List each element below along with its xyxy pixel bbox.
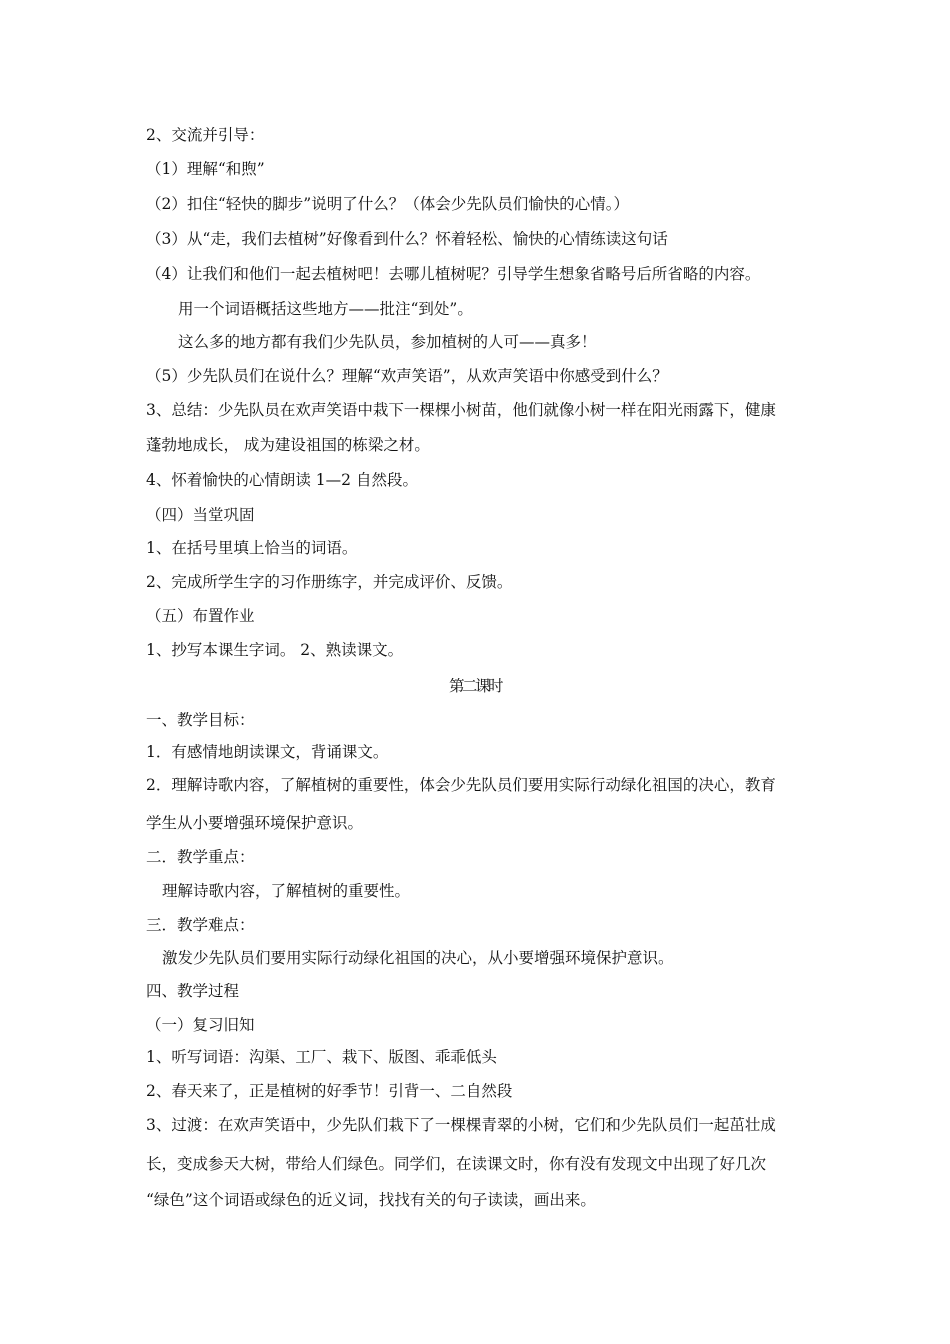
lesson-title: 第二课时 bbox=[448, 677, 501, 695]
text-line: （1）理解“和煦” bbox=[146, 160, 265, 178]
text-line: “绿色”这个词语或绿色的近义词，找找有关的句子读读，画出来。 bbox=[146, 1191, 596, 1209]
text-line: 3、总结：少先队员在欢声笑语中栽下一棵棵小树苗，他们就像小树一样在阳光雨露下，健康 bbox=[146, 401, 776, 419]
text-line: 激发少先队员们要用实际行动绿化祖国的决心，从小要增强环境保护意识。 bbox=[162, 949, 674, 967]
section-heading: 一、教学目标： bbox=[146, 711, 255, 729]
section-heading: （一）复习旧知 bbox=[146, 1016, 255, 1034]
text-line: 理解诗歌内容，了解植树的重要性。 bbox=[162, 882, 411, 900]
text-line: 2、完成所学生字的习作册练字，并完成评价、反馈。 bbox=[146, 573, 513, 591]
text-line: 3、过渡：在欢声笑语中，少先队们栽下了一棵棵青翠的小树，它们和少先队员们一起茁壮成 bbox=[146, 1116, 776, 1134]
text-line: 蓬勃地成长， 成为建设祖国的栋梁之材。 bbox=[146, 436, 430, 454]
text-line: （2）扣住“轻快的脚步”说明了什么？（体会少先队员们愉快的心情。） bbox=[146, 195, 629, 213]
text-line: （5）少先队员们在说什么？理解“欢声笑语”，从欢声笑语中你感受到什么？ bbox=[146, 367, 668, 385]
section-heading: 二．教学重点： bbox=[146, 848, 255, 866]
text-line: 1、听写词语：沟渠、工厂、栽下、版图、乖乖低头 bbox=[146, 1048, 497, 1066]
text-line: （3）从“走，我们去植树”好像看到什么？怀着轻松、愉快的心情练读这句话 bbox=[146, 230, 668, 248]
text-line: 学生从小要增强环境保护意识。 bbox=[146, 814, 364, 832]
text-line: （4）让我们和他们一起去植树吧！去哪儿植树呢？引导学生想象省略号后所省略的内容。 bbox=[146, 265, 761, 283]
text-line: 2．理解诗歌内容，了解植树的重要性，体会少先队员们要用实际行动绿化祖国的决心，教育 bbox=[146, 776, 776, 794]
text-line: 4、怀着愉快的心情朗读 1—2 自然段。 bbox=[146, 471, 418, 489]
section-heading: （四）当堂巩固 bbox=[146, 506, 255, 524]
text-line: 1、在括号里填上恰当的词语。 bbox=[146, 539, 358, 557]
text-line: 1．有感情地朗读课文，背诵课文。 bbox=[146, 743, 389, 761]
section-heading: （五）布置作业 bbox=[146, 607, 255, 625]
section-heading: 三．教学难点： bbox=[146, 916, 255, 934]
text-line: 2、交流并引导： bbox=[146, 126, 265, 144]
text-line: 2、春天来了，正是植树的好季节！引背一、二自然段 bbox=[146, 1082, 513, 1100]
section-heading: 四、教学过程 bbox=[146, 982, 240, 1000]
text-line: 长，变成参天大树，带给人们绿色。同学们，在读课文时，你有没有发现文中出现了好几次 bbox=[146, 1155, 767, 1173]
text-line: 用一个词语概括这些地方——批注“到处”。 bbox=[178, 300, 473, 318]
text-line: 这么多的地方都有我们少先队员，参加植树的人可——真多！ bbox=[178, 333, 597, 351]
text-line: 1、抄写本课生字词。 2、熟读课文。 bbox=[146, 641, 404, 659]
